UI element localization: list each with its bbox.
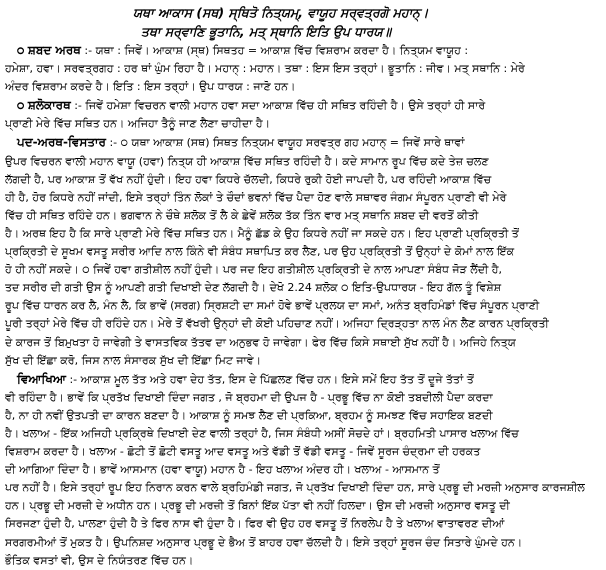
viakhya-line-4: ਹੈ। ਖਲਾਅ - ਇੱਕ ਅਜਿਹੀ ਪ੍ਰਕ੍ਰਿਥੇ ਦਿਖਾਈ ਦੇਣ ਵਾਲੀ ਤਰ੍ਹਾਂ ਹੈ, ਜਿਸ ਸੰਬੰਧੀ ਅਸੀਂ ਸੋਚਦੇ ਹਾਂ। ਬ੍ਰਹਮਿਤੀ ਪਾਸਾਰ ਖਲਾਅ ਵਿੱਚ <box>5 426 519 440</box>
viakhya-line-1: ਵਿਆਖਿਆ :- ਆਕਾਸ਼ ਮੂਲ ਤੱਤ ਅਤੇ ਹਵਾ ਦੇਹ ਤੱਤ, ਇਸ ਦੇ ਪਿੱਛਲਣ ਵਿੱਚ ਹਨ। ਇਸੇ ਸਮੇਂ ਇਹ ਤੱਤ ਤੋਂ ਦੂਜੇ ਤੱਤਾਂ ਤੋਂ <box>17 371 474 386</box>
viakhya-line-9: ਸਿਰਜਣਾ ਹੁੰਦੀ ਹੈ, ਪਾਲਣਾ ਹੁੰਦੀ ਹੈ ਤੇ ਫਿਰ ਨਾਸ ਵੀ ਹੁੰਦਾ ਹੈ। ਫਿਰ ਵੀ ਉਹ ਹਰ ਵਸਤੂ ਤੋਂ ਨਿਰਲੇਪ ਹੈ ਤੇ ਖਲਾਅ ਵਾਤਾਵਰਣ ਦੀਆਂ <box>5 517 505 531</box>
verse-line-1: ਯਥਾ ਆਕਾਸ (ਸਥ) ਸ੍ਥਿਤੋ ਨਿਤ੍ਯਮ੍, ਵਾਯੂਹ ਸਰ੍ਵਤ੍ਰਗੋ ਮਹਾਨ੍। <box>133 5 429 20</box>
pad-arth-line-11: ਪੂਰੀ ਤਰ੍ਹਾਂ ਮੇਰੇ ਵਿੱਚ ਹੀ ਰਹਿੰਦੇ ਹਨ। ਮੇਰੇ ਤੋਂ ਵੱਖਰੀ ਉਨ੍ਹਾਂ ਦੀ ਕੋਈ ਪਹਿਚਾਣ ਨਹੀਂ। ਅਜਿਹਾ ਦ੍ਰਿੜ੍ਹਤਾ ਨਾਲ ਮੰਨ ਲੈਣ ਕਾਰਨ ਪ੍ਰਕ੍ਰਿਤੀ <box>5 317 549 331</box>
viakhya-line-3: ਹੈ, ਨਾ ਹੀ ਨਵੀਂ ਉਤਪਤੀ ਦਾ ਕਾਰਨ ਬਣਦਾ ਹੈ। ਆਕਾਸ਼ ਨੂੰ ਸਮਝ ਲੈਣ ਦੀ ਪ੍ਰਕਿਆ, ਬ੍ਰਹਮ ਨੂੰ ਸਮਝਣ ਵਿੱਚ ਸਹਾਇਕ ਬਣਦੀ <box>5 408 493 422</box>
pad-arth-heading: ਪਦ-ਅਰਥ-ਵਿਸਤਾਰ <box>17 135 106 150</box>
pad-arth-line-7: ਪ੍ਰਕ੍ਰਿਤੀ ਦੇ ਸੂਖਮ ਵਸਤੂ ਸਰੀਰ ਆਦਿ ਨਾਲ ਕਿੰਨੇ ਵੀ ਸੰਬੰਧ ਸਥਾਪਿਤ ਕਰ ਲੈਣ, ਪਰ ਉਹ ਪ੍ਰਕ੍ਰਿਤੀ ਤੋਂ ਉਨ੍ਹਾਂ ਦੇ ਕੋਮਾਂ ਨਾਲ ਇੱਕ <box>5 245 515 259</box>
pad-arth-line-2: ਉਪਰ ਵਿਚਰਨ ਵਾਲੀ ਮਹਾਨ ਵਾਯੂ (ਹਵਾ) ਨਿਤ੍ਯ ਹੀ ਆਕਾਸ਼ ਵਿੱਚ ਸਥਿਤ ਰਹਿੰਦੀ ਹੈ। ਕਦੇ ਸਾਮਾਨ ਰੂਪ ਵਿੱਚ ਕਦੇ ਤੇਜ਼ ਚਲਣ <box>5 154 489 168</box>
pad-arth-line-10: ਰੂਪ ਵਿੱਚ ਧਾਰਨ ਕਰ ਲੈ, ਮੰਨ ਲੈ, ਕਿ ਭਾਵੇਂ (ਸਰਗ) ਸ੍ਰਿਸ਼ਟੀ ਦਾ ਸਮਾਂ ਹੋਵੇ ਭਾਵੇਂ ਪ੍ਰਲਯ ਦਾ ਸਮਾਂ, ਅਨੰਤ ਬ੍ਰਹਿਮੰਡਾਂ ਵਿੱਚ ਸੰਪੂਰਨ ਪ੍ਰਾਣੀ <box>5 299 540 313</box>
viakhya-line-7: ਪਰ ਨਹੀਂ ਹੈ। ਇਸੇ ਤਰ੍ਹਾਂ ਰੂਪ ਇਹ ਨਿਰਾਨ ਕਰਨ ਵਾਲੇ ਬ੍ਰਹਿਮੰਡੀ ਜਗਤ, ਜੋ ਪ੍ਰਤੱਖ ਦਿਖਾਈ ਦਿੰਦਾ ਹਨ, ਸਾਰੇ ਪ੍ਰਭੂ ਦੀ ਮਰਜ਼ੀ ਅਨੁਸਾਰ ਕਾਰਜਸ਼ੀਲ <box>5 481 585 495</box>
pad-arth-line-12: ਦੇ ਕਾਰਜ ਤੋਂ ਬਿਮੁਖਤਾ ਹੋ ਜਾਵੇਗੀ ਤੇ ਵਾਸਤਵਿਕ ਤੱਤਵ ਦਾ ਅਨੁਭਵ ਹੋ ਜਾਵੇਗਾ। ਫੇਰ ਵਿੱਚ ਕਿਸੇ ਸਥਾਈ ਸੁੱਖ ਨਹੀਂ ਹੈ। ਅਜਿਹੇ ਨਿਤ੍ਯ <box>5 335 516 349</box>
viakhya-heading: ਵਿਆਖਿਆ <box>17 371 66 386</box>
pad-arth-line-4: ਹੀ ਹੈ, ਹੋਰ ਕਿਧਰੇ ਨਹੀਂ ਜਾਂਦੀ, ਇਸੇ ਤਰ੍ਹਾਂ ਤਿੰਨ ਲੋਕਾਂ ਤੇ ਚੌਦਾਂ ਭਵਨਾਂ ਵਿੱਚ ਪੈਦਾ ਹੋਣ ਵਾਲੇ ਸਥਾਵਰ ਜੰਗਮ ਸੰਪੂਰਨ ਪ੍ਰਾਣੀ ਵੀ ਮੇਰੇ <box>5 190 507 204</box>
pad-arth-line-13: ਸੁੱਖ ਦੀ ਇੱਛਾ ਕਰੋ, ਜਿਸ ਨਾਲ ਸੰਸਾਰਕ ਸੁੱਖ ਦੀ ਇੱਛਾ ਮਿਟ ਜਾਵੇ। <box>5 353 261 367</box>
pad-arth-line-9: ਤਦ ਸਰੀਰ ਦੀ ਗਤੀ ਉਸ ਨੂੰ ਆਪਣੀ ਗਤੀ ਦਿਖਾਈ ਦੇਣ ਲੱਗਦੀ ਹੈ। ਦੇਖੋ 2.24 ਸ਼ਲੋਕ ੦ ਇਤਿ-ਉਪਧਾਰਯ - ਇਹ ਗੱਲ ਤੂੰ ਵਿਸ਼ੇਸ਼ <box>5 281 502 295</box>
viakhya-line-11: ਭੌਤਿਕ ਵਸਤਾਂ ਵੀ, ਉਸ ਦੇ ਨਿਯੰਤਰਣ ਵਿੱਚ ਹਨ। <box>5 553 194 567</box>
section-marker: ੦ <box>17 44 25 57</box>
section-marker: ੦ <box>17 99 25 113</box>
shlokarth-line-1: ੦ ਸ਼ਲੋਕਾਰਥ :- ਜਿਵੇਂ ਹਮੇਸ਼ਾ ਵਿਚਰਨ ਵਾਲੀ ਮਹਾਨ ਹਵਾ ਸਦਾ ਆਕਾਸ਼ ਵਿੱਚ ਹੀ ਸਥਿਤ ਰਹਿੰਦੀ ਹੈ। ਉਸੇ ਤਰ੍ਹਾਂ ਹੀ ਸਾਰੇ <box>17 98 486 113</box>
pad-arth-line-3: ਲੱਗਦੀ ਹੈ, ਪਰ ਆਕਾਸ਼ ਤੋਂ ਵੱਖ ਨਹੀਂ ਹੁੰਦੀ। ਇਹ ਹਵਾ ਕਿਧਰੇ ਚੱਲਦੀ, ਕਿਧਰੇ ਰੁਕੀ ਹੋਈ ਜਾਪਦੀ ਹੈ, ਪਰ ਰਹਿੰਦੀ ਆਕਾਸ਼ ਵਿੱਚ <box>5 172 492 186</box>
pad-arth-line-1: ਪਦ-ਅਰਥ-ਵਿਸਤਾਰ :- ੦ ਯਥਾ ਆਕਾਸ਼ (ਸਥ) ਸਿਥਤ ਨਿਤ੍ਯਮ ਵਾਯੂਹ ਸਰਵਤ੍ਰ ਗਹ ਮਹਾਨ੍ = ਜਿਵੇਂ ਸਾਰੇ ਥਾਵਾਂ <box>17 135 465 150</box>
viakhya-line-6: ਦੀ ਆਗਿਆ ਦਿੰਦਾ ਹੈ। ਭਾਵੇਂ ਆਸਮਾਨ (ਹਵਾ ਵਾਯੂ) ਮਹਾਨ ਹੈ - ਇਹ ਖਲਾਅ ਅੰਦਰ ਹੀ। ਖਲਾਅ - ਆਸਮਾਨ ਤੋਂ <box>5 463 440 477</box>
shabad-arth-line-1: ੦ ਸ਼ਬਦ ਅਰਥ :- ਯਥਾ : ਜਿਵੇਂ। ਆਕਾਸ਼ (ਸ੍ਥ) ਸਿਥਤਹ = ਆਕਾਸ਼ ਵਿੱਚ ਵਿਸ਼ਰਾਮ ਕਰਦਾ ਹੈ। ਨਿਤ੍ਯਮ ਵਾਯੂਹ : <box>17 43 469 57</box>
viakhya-line-2: ਵੀ ਰਹਿੰਦਾ ਹੈ। ਭਾਵੇਂ ਕਿ ਪ੍ਰਤੱਖ ਦਿਖਾਈ ਦਿੰਦਾ ਜਗਤ , ਜੋ ਬ੍ਰਹਮਾ ਦੀ ਉਪਜ ਹੈ - ਪ੍ਰਭੂ ਵਿੱਚ ਨਾ ਕੋਈ ਤਬਦੀਲੀ ਪੈਦਾ ਕਰਦਾ <box>5 390 493 404</box>
pad-arth-line-5: ਵਿੱਚ ਹੀ ਸਥਿਤ ਰਹਿੰਦੇ ਹਨ। ਭਗਵਾਨ ਨੇ ਚੌਥੇ ਸ਼ਲੋਕ ਤੋਂ ਲੈ ਕੇ ਛੇਵੇਂ ਸ਼ਲੋਕ ਤੱਕ ਤਿੰਨ ਵਾਰ ਮਤ੍ ਸਥਾਨਿ ਸ਼ਬਦ ਦੀ ਵਰਤੋਂ ਕੀਤੀ <box>5 208 479 222</box>
shlokarth-heading: ਸ਼ਲੋਕਾਰਥ <box>27 98 71 113</box>
shabad-arth-heading: ਸ਼ਬਦ ਅਰਥ <box>27 43 81 57</box>
viakhya-line-5: ਵਿਸ਼ਰਾਮ ਕਰਦਾ ਹੈ। ਖਲਾਅ - ਛੋਟੀ ਤੋਂ ਛੋਟੀ ਵਸਤੂ ਆਦ ਵਸਤੂ ਅਤੇ ਵੱਡੀ ਤੋਂ ਵੱਡੀ ਵਸਤੂ - ਜਿਵੇਂ ਸੂਰਜ ਚੰਦ੍ਰਮਾ ਦੀ ਹਰਕਤ <box>5 445 481 459</box>
pad-arth-line-8: ਹੋ ਹੀ ਨਹੀਂ ਸਕਦੇ। ੦ ਜਿਵੇਂ ਹਵਾ ਗਤੀਸ਼ੀਲ ਨਹੀਂ ਹੁੰਦੀ। ਪਰ ਜਦ ਇਹ ਗਤੀਸ਼ੀਲ ਪ੍ਰਕ੍ਰਿਤੀ ਦੇ ਨਾਲ ਆਪਣਾ ਸੰਬੰਧ ਜੋੜ ਲੈਂਦੀ ਹੈ, <box>5 263 503 277</box>
shabad-arth-line-2: ਹਮੇਸ਼ਾ, ਹਵਾ। ਸਰਵਤ੍ਰਗਹ : ਹਰ ਥਾਂ ਘੁੰਮ ਰਿਹਾ ਹੈ। ਮਹਾਨ੍ : ਮਹਾਨ। ਤਥਾ : ਇਸ ਇਸ ਤਰ੍ਹਾਂ। ਭੂਤਾਨਿ : ਜੀਵ। ਮਤ੍ ਸਥਾਨਿ : ਮੇਰੇ <box>5 62 525 76</box>
verse-line-2: ਤਥਾ ਸਰ੍ਵਾਣਿ ਭੂਤਾਨਿ, ਮਤ੍ ਸ੍ਥਾਨਿ ਇਤਿ ਉਪ ਧਾਰਯ॥ <box>141 24 392 39</box>
viakhya-line-8: ਹਨ। ਪ੍ਰਭੂ ਦੀ ਮਰਜ਼ੀ ਦੇ ਅਧੀਨ ਹਨ। ਪ੍ਰਭੂ ਦੀ ਮਰਜ਼ੀ ਤੋਂ ਬਿਨਾਂ ਇੱਕ ਪੱਤਾ ਵੀ ਨਹੀਂ ਹਿਲਦਾ। ਉਸ ਦੀ ਮਰਜ਼ੀ ਅਨੁਸਾਰ ਵਸਤੂ ਦੀ <box>5 499 510 513</box>
shlokarth-line-2: ਪ੍ਰਾਣੀ ਮੇਰੇ ਵਿੱਚ ਸਥਿਤ ਹਨ। ਅਜਿਹਾ ਤੈਨੂੰ ਜਾਣ ਲੈਣਾ ਚਾਹੀਦਾ ਹੈ। <box>5 117 271 131</box>
viakhya-line-10: ਸਰਗਰਮੀਆਂ ਤੋਂ ਮੁਕਤ ਹੈ। ਉਪਨਿਸ਼ਦ ਅਨੁਸਾਰ ਪ੍ਰਭੂ ਦੇ ਭੈਅ ਤੋਂ ਬਾਹਰ ਹਵਾ ਚੱਲਦੀ ਹੈ। ਇਸੇ ਤਰ੍ਹਾਂ ਸੂਰਜ ਚੰਦ ਸਿਤਾਰੇ ਘੁੰਮਦੇ ਹਨ। <box>5 535 523 549</box>
pad-arth-line-6: ਹੈ। ਅਰਥ ਇਹ ਹੈ ਕਿ ਸਾਰੇ ਪ੍ਰਾਣੀ ਮੇਰੇ ਵਿੱਚ ਸਥਿਤ ਹਨ। ਮੈਨੂੰ ਛੱਡ ਕੇ ਉਹ ਕਿਧਰੇ ਨਹੀਂ ਜਾ ਸਕਦੇ ਹਨ। ਇਹ ਪ੍ਰਾਣੀ ਪ੍ਰਕ੍ਰਿਤੀ ਤੋਂ <box>5 226 519 240</box>
shabad-arth-line-3: ਅੰਦਰ ਵਿਸ਼ਰਾਮ ਕਰਦੇ ਹੈ। ਇਤਿ : ਇਸ ਤਰ੍ਹਾਂ। ਉਪ ਧਾਰਯ : ਜਾਣੋ ਹਨ। <box>5 80 296 94</box>
